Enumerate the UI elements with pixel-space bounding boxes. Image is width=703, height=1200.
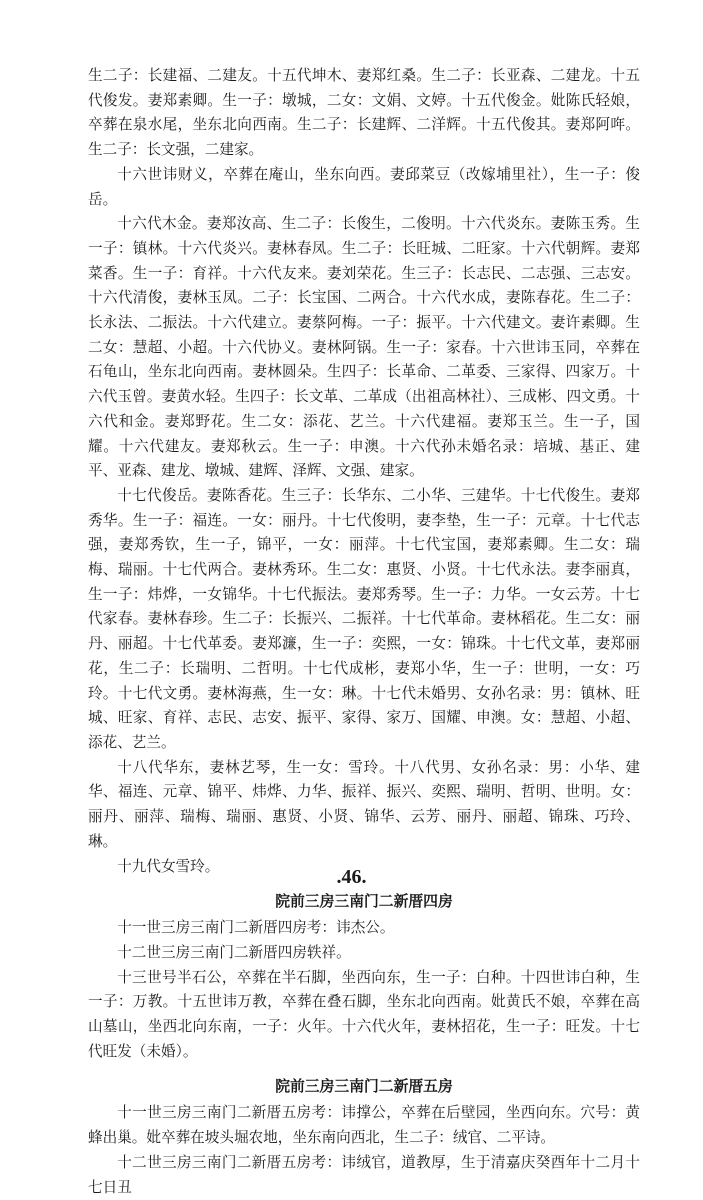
section1-paragraph-1: 十一世三房三南门二新厝四房考：讳杰公。 <box>117 919 395 937</box>
paragraph-5: 十八代华东，妻林艺琴，生一女：雪玲。十八代男、女孙名录：男：小华、建华、福连、元章、锦平、炜烨、力华、振祥、振兴、奕熙、瑞明、哲明、世明。女：丽丹、丽萍、瑞梅、瑞丽、惠贤、小贤、锦华、云芳、丽丹、丽超、锦珠、巧玲、琳。 <box>88 758 640 850</box>
page-number: .46. <box>336 866 367 888</box>
paragraph-2: 十六世讳财义，卒葬在庵山，坐东向西。妻邱菜豆（改嫁埔里社），生一子：俊岳。 <box>88 165 640 208</box>
section-title-fourth-house: 院前三房三南门二新厝四房 <box>275 893 453 911</box>
paragraph-1: 生二子：长建福、二建友。十五代坤木、妻郑红桑。生二子：长亚森、二建龙。十五代俊发。妻郑素卿。生一子：墩城，二女：文娟、文婷。十五代俊金。妣陈氏轻娘，卒葬在泉水尾，坐东北向西南。生二子：长建辉、二洋辉。十五代俊其。妻郑阿哖。生二子：长文强，二建家。 <box>88 67 640 159</box>
section1-paragraph-2: 十二世三房三南门二新厝四房轶祥。 <box>117 943 351 961</box>
section2-paragraph-1: 十一世三房三南门二新厝五房考：讳撑公，卒葬在后壁园，坐西向东。穴号：黄蜂出巢。妣卒葬在坡头堀农地，坐东南向西北，生二子：绒官、二平诗。 <box>88 1104 640 1147</box>
section-title-fifth-house: 院前三房三南门二新厝五房 <box>275 1078 453 1096</box>
paragraph-6: 十九代女雪玲。 <box>117 857 220 875</box>
section2-paragraph-2: 十二世三房三南门二新厝五房考：讳绒官，道教厚，生于清嘉庆癸酉年十二月十七日丑 <box>88 1153 640 1196</box>
paragraph-4: 十七代俊岳。妻陈香花。生三子：长华东、二小华、三建华。十七代俊生。妻郑秀华。生一子：福连。一女：丽丹。十七代俊明，妻李垫，生一子：元章。十七代志强，妻郑秀钦，生一子，锦平，一女：丽萍。十七代宝国，妻郑素卿。生二女：瑞梅、瑞丽。十七代两合。妻林秀环。生二女：惠贤、小贤。十七代永法。妻李丽真，生一子：炜烨，一女锦华。十七代振法。妻郑秀琴。生一子：力华。一女云芳。十七代家春。妻林春珍。生二子：长振兴、二振祥。十七代革命。妻林稻花。生二女：丽丹、丽超。十七代革委。妻郑濂，生一子：奕熙，一女：锦珠。十七代文革，妻郑丽花，生二子：长瑞明、二哲明。十七代成彬，妻郑小华，生一子：世明，一女：巧玲。十七代文勇。妻林海燕，生一女：琳。十七代未婚男、女孙名录：男：镇林、旺城、旺家、育祥、志民、志安、振平、家得、家万、国耀、申澳。女：慧超、小超、添花、艺兰。 <box>88 486 640 751</box>
document-body <box>88 64 640 1200</box>
section1-paragraph-3: 十三世号半石公，卒葬在半石脚，坐西向东，生一子：白种。十四世讳白种，生一子：万教。十五世讳万教，卒葬在叠石脚，坐东北向西南。妣黄氏不娘，卒葬在高山墓山，坐西北向东南，一子：火年。十六代火年，妻林招花，生一子：旺发。十七代旺发（未婚）。 <box>88 968 640 1060</box>
paragraph-3: 十六代木金。妻郑汝高、生二子：长俊生，二俊明。十六代炎东。妻陈玉秀。生一子：镇林。十六代炎兴。妻林春凤。生二子：长旺城、二旺家。十六代朝辉。妻郑菜香。生一子：育祥。十六代友来。妻刘荣花。生三子：长志民、二志强、三志安。十六代清俊，妻林玉凤。二子：长宝国、二两合。十六代水成，妻陈春花。生二子：长永法、二振法。十六代建立。妻蔡阿梅。一子：振平。十六代建文。妻许素卿。生二女：慧超、小超。十六代协义。妻林阿锅。生一子：家春。十六世讳玉同，卒葬在石龟山，坐东北向西南。妻林圆朵。生四子：长革命、二革委、三家得、四家万。十六代玉曾。妻黄水轻。生四子：长文革、二革成（出祖高林社）、三成彬、四文勇。十六代和金。妻郑野花。生二女：添花、艺兰。十六代建福。妻郑玉兰。生一子，国耀。十六代建友。妻郑秋云。生一子：申澳。十六代孙未婚名录：培城、基正、建平、亚森、建龙、墩城、建辉、泽辉、文强、建家。 <box>88 215 640 480</box>
